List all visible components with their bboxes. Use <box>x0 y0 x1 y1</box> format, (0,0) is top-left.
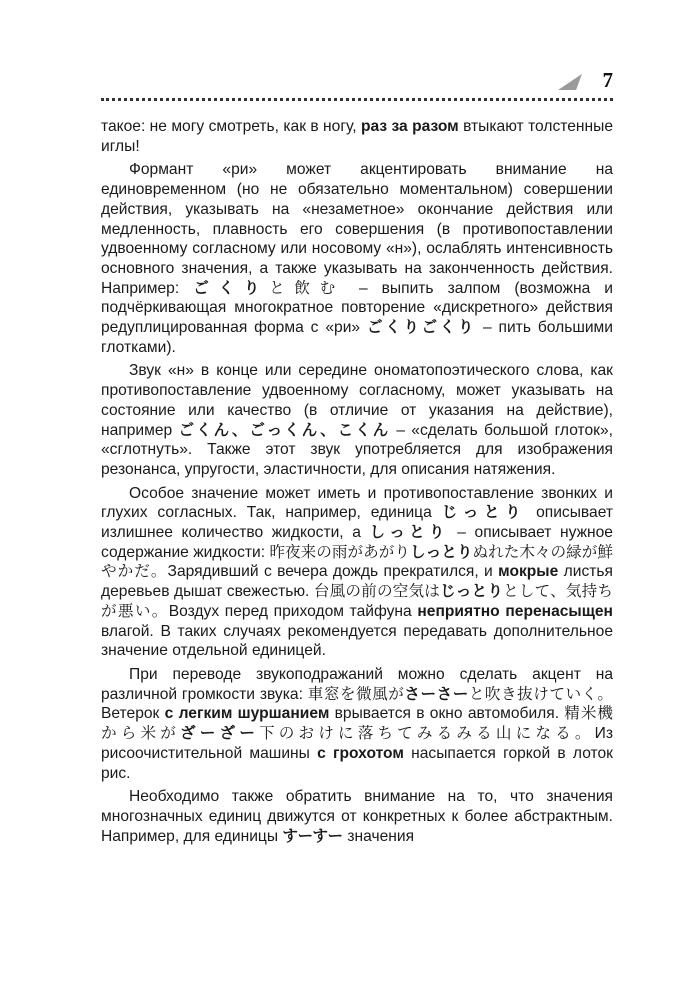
book-page <box>101 0 613 1000</box>
paragraph-1: такое: не могу смотреть, как в ногу, раз за разом втыкают толстенные иглы! <box>101 118 614 155</box>
page-body <box>101 117 613 850</box>
paragraph-3: Звук «н» в конце или середине ономатопоэтического слова, как противопоставление удвоенному согласному, может указывать на состояние или качество (в отличие от указания на действие), например ごくん、ごっくん、こくん – «сделать большой глоток», «сглотнуть». Также этот звук употребляется для изображения резонанса, упругости, эластичности, для описания натяжения. <box>101 362 614 478</box>
paragraph-4: Особое значение может иметь и противопоставление звонких и глухих согласных. Так, например, единица じっとり описывает излишнее количество жидкости, а しっとり – описывает нужное содержание жидкости: 昨夜来の雨があがりしっとりぬれた木々の緑が鮮やかだ。Зарядивший с вечера дождь прекратился, и мокрые листья деревьев дышат свежестью. 台風の前の空気はじっとりとして、気持ちが悪い。Воздух перед приходом тайфуна неприятно перенасыщен влагой. В таких случаях рекомендуется передавать дополнительное значение отдельной единицей. <box>101 484 614 660</box>
page-header <box>101 68 613 102</box>
paragraph-2: Формант «ри» может акцентировать внимание на единовременном (но не обязательно моментальном) совершении действия, указывать на «незаметное» окончание действия или медленность, плавность его совершения (в противопоставлении удвоенному согласному или носовому «н»), ослаблять интенсивность основного значения, а также указывать на законченность действия. Например: ごくりと飲む – выпить залпом (возможна и подчёркивающая многократное повторение «дискретного» действия редуплицированная форма с «ри» ごくりごくり – пить большими глотками). <box>101 161 613 356</box>
corner-mark-icon <box>558 74 582 90</box>
paragraph-5: При переводе звукоподражаний можно сделать акцент на различной громкости звука: 車窓を微風がさーさーと吹き抜けていく。Ветерок с легким шуршанием врывается в окно автомобиля. 精米機から米がざーざー下のおけに落ちてみるみる山になる。Из рисоочистительной машины с грохотом насыпается горкой в лоток рис. <box>101 665 613 782</box>
page-number: 7 <box>602 68 613 92</box>
paragraph-6: Необходимо также обратить внимание на то, что значения многозначных единиц движутся от конкретных к более абстрактным. Например, для единицы すーすー значения <box>101 788 613 845</box>
dotted-rule <box>101 98 613 101</box>
